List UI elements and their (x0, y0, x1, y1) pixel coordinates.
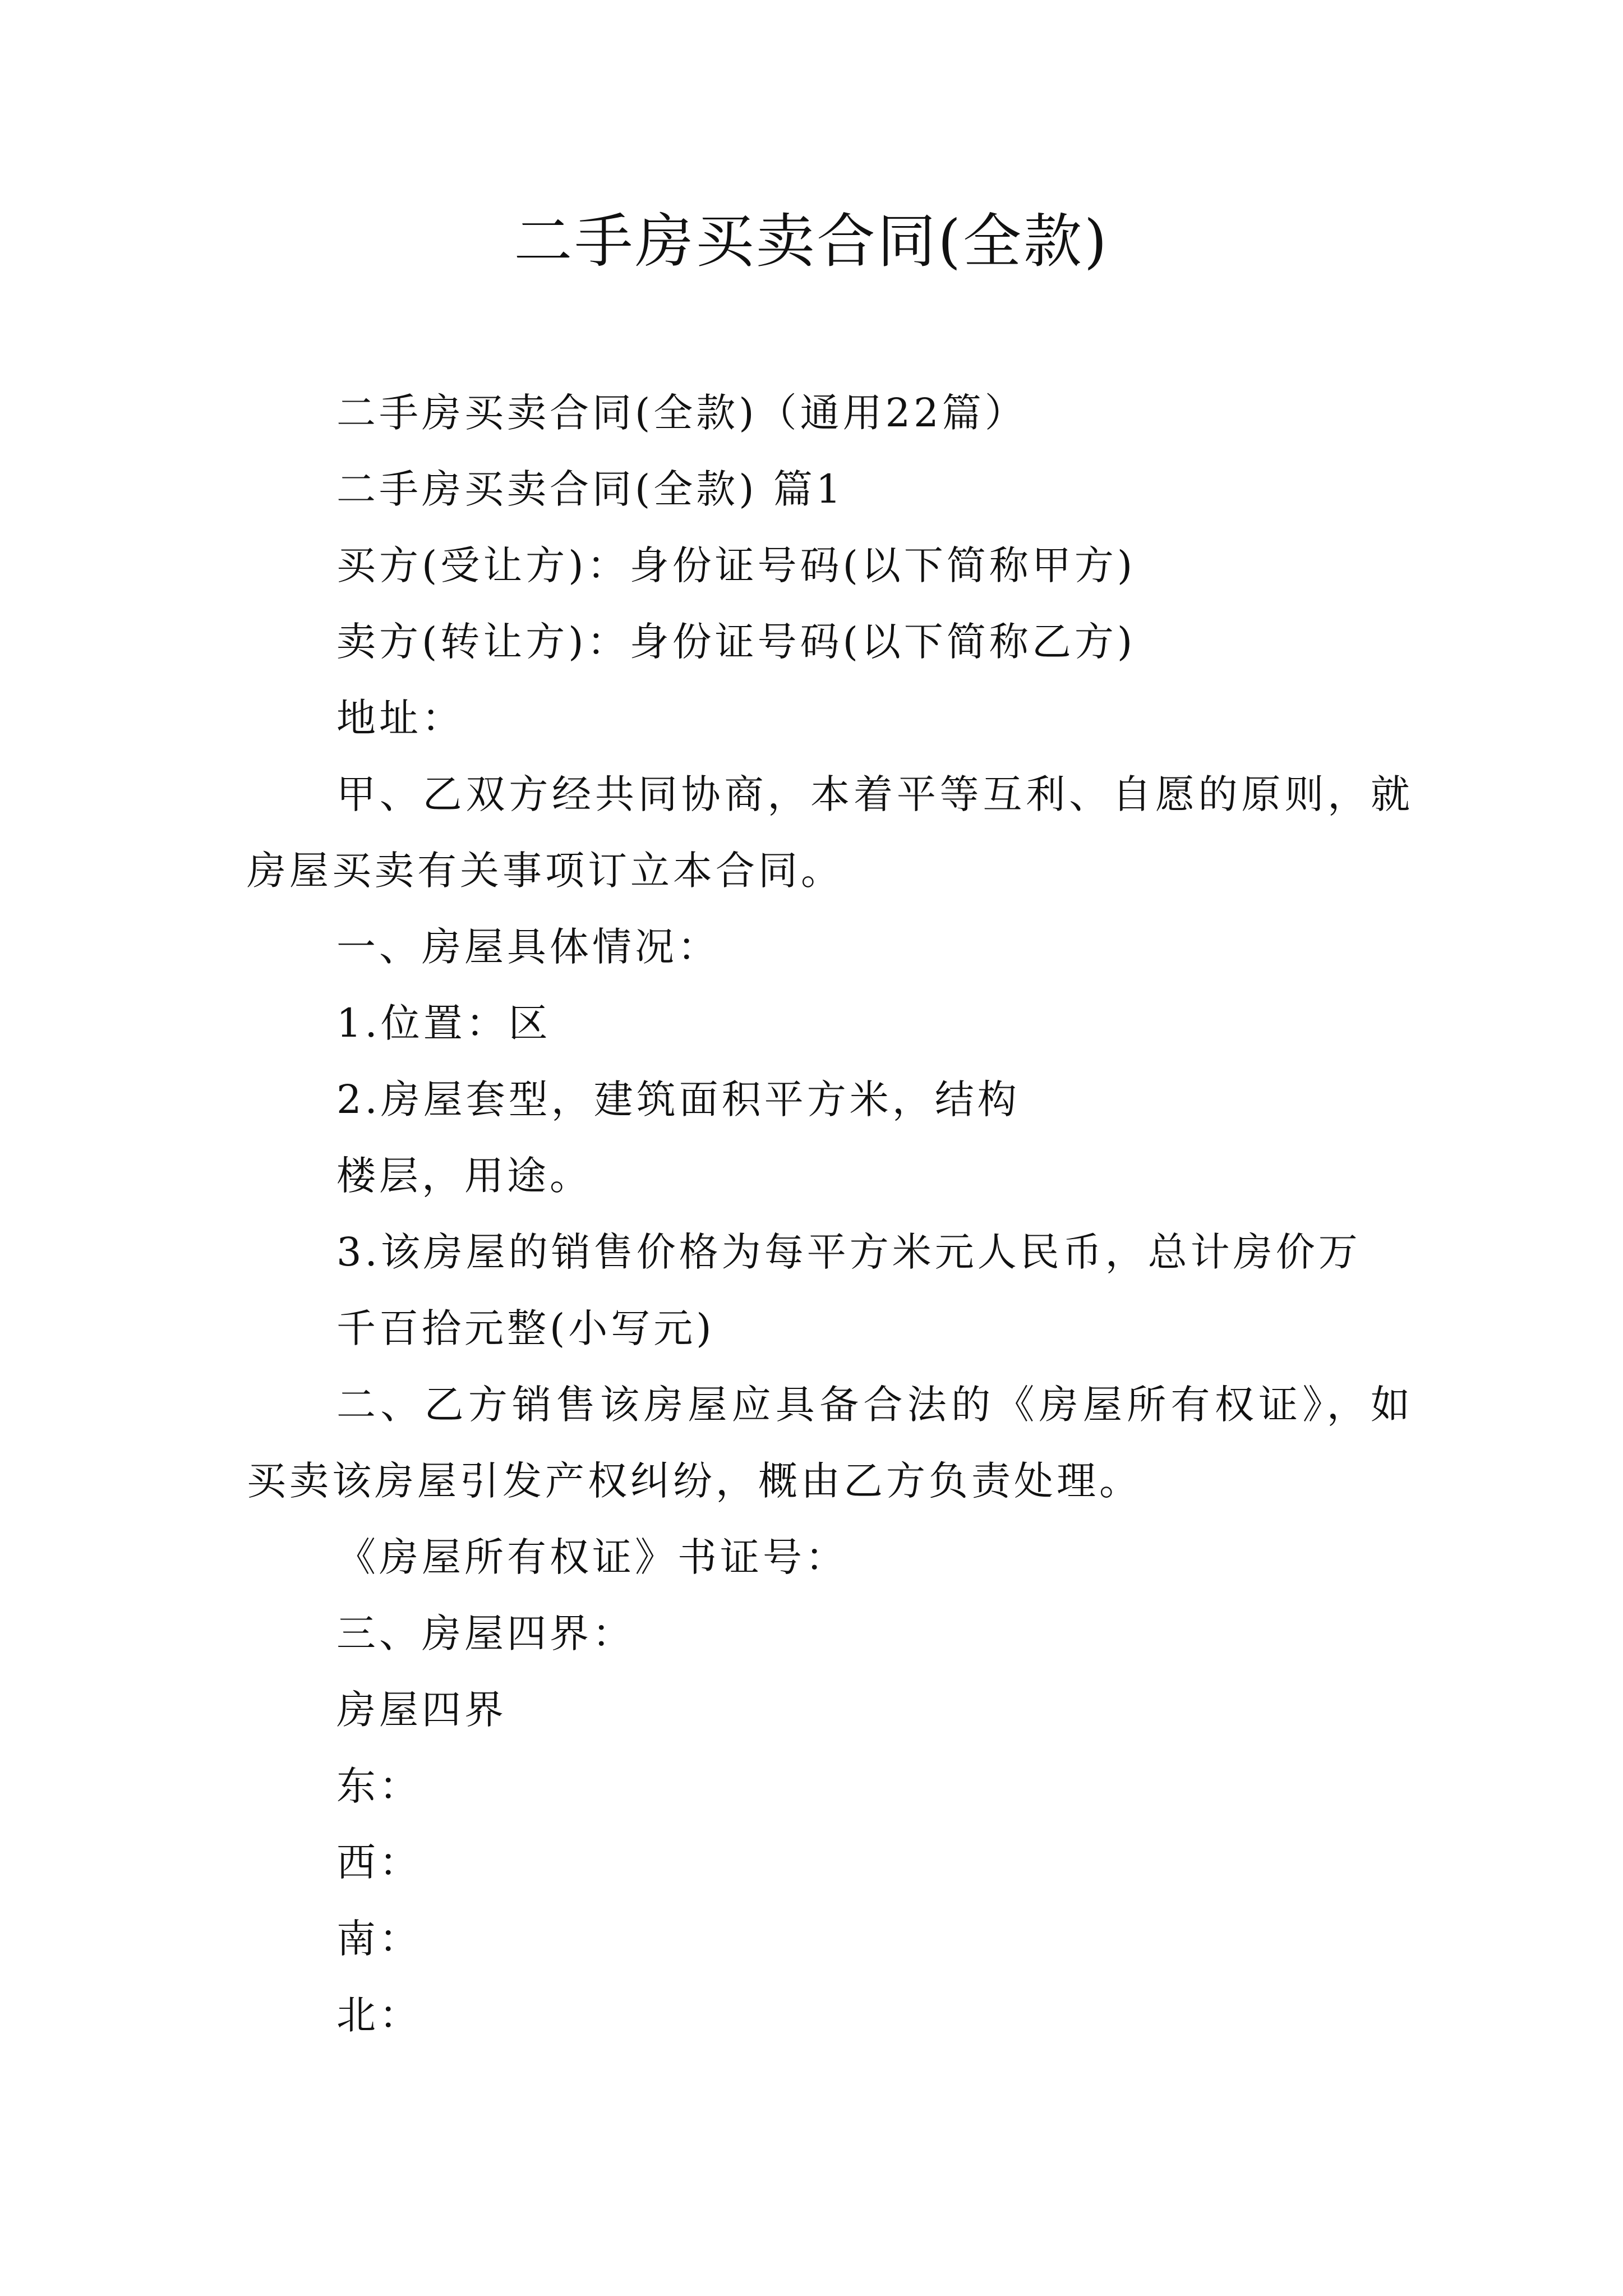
boundary-east: 东： (336, 1763, 422, 1809)
seller-line: 卖方(转让方)：身份证号码(以下简称乙方) (336, 619, 1136, 665)
clause-2-paragraph: 二、乙方销售该房屋应具备合法的《房屋所有权证》，如买卖该房屋引发产权纠纷，概由乙方负责处理。 (247, 1382, 1413, 1504)
boundaries-label: 房屋四界 (336, 1687, 507, 1733)
document-body (247, 375, 1413, 2053)
boundary-west: 西： (336, 1839, 422, 1885)
clause-1-item-3-cont: 千百拾元整(小写元) (336, 1305, 715, 1351)
clause-1-item-3: 3.该房屋的销售价格为每平方米元人民币，总计房价万 (336, 1229, 1361, 1275)
boundary-north: 北： (336, 1992, 422, 2038)
clause-3-heading: 三、房屋四界： (336, 1611, 635, 1657)
section-heading: 二手房买卖合同(全款) 篇1 (336, 466, 845, 512)
intro-paragraph: 甲、乙双方经共同协商，本着平等互利、自愿的原则，就房屋买卖有关事项订立本合同。 (247, 771, 1413, 894)
subtitle-line: 二手房买卖合同(全款)（通用22篇） (336, 390, 1027, 436)
boundary-south: 南： (336, 1916, 422, 1962)
clause-1-item-2-cont: 楼层，用途。 (336, 1153, 592, 1199)
address-line: 地址： (336, 695, 464, 741)
buyer-line: 买方(受让方)：身份证号码(以下简称甲方) (336, 542, 1136, 588)
clause-1-item-2: 2.房屋套型，建筑面积平方米，结构 (336, 1076, 1020, 1122)
document-title: 二手房买卖合同(全款) (514, 207, 1109, 275)
clause-1-heading: 一、房屋具体情况： (336, 924, 720, 970)
clause-1-item-1: 1.位置：区 (336, 1000, 551, 1046)
certificate-number-line: 《房屋所有权证》书证号： (336, 1534, 848, 1580)
